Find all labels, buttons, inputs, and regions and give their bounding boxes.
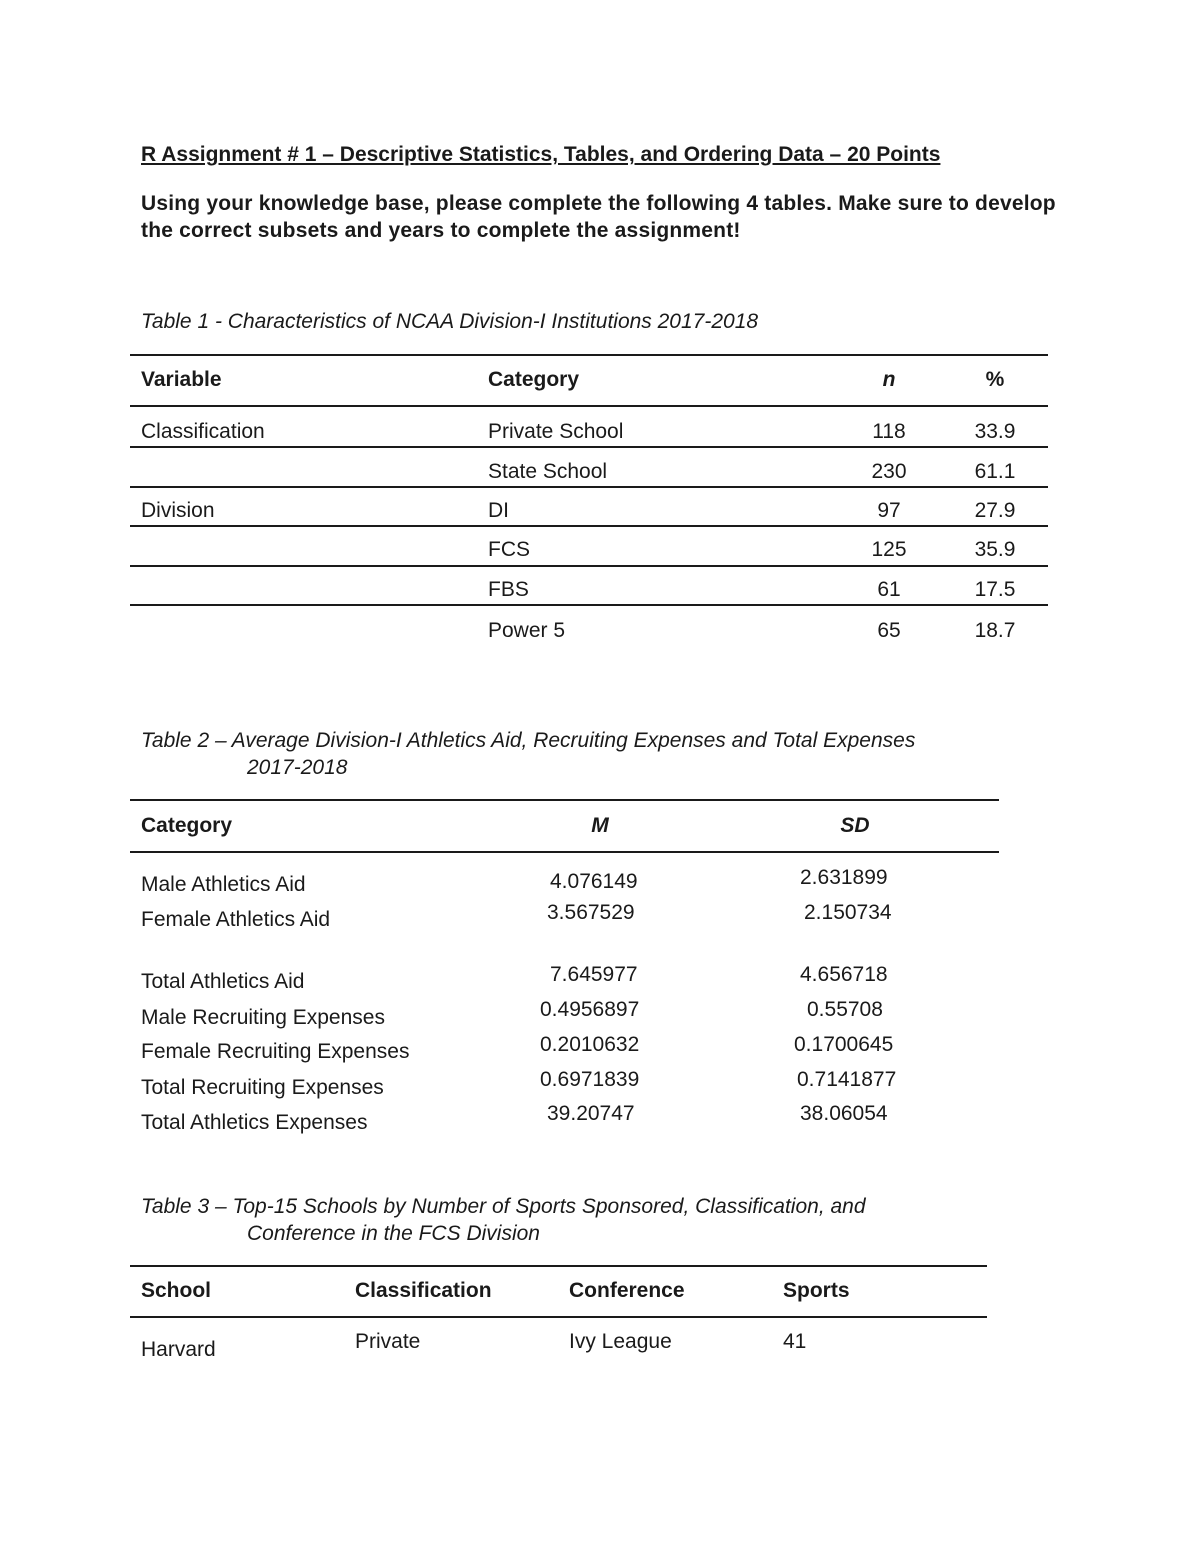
instructions: Using your knowledge base, please complete the following 4 tables. Make sure to develop the correct subsets and years to complete the assignment! [141, 192, 1056, 242]
table3-header-rule [130, 1316, 987, 1318]
table2-cell-sd: 0.1700645 [794, 1033, 894, 1056]
table2-cell-m: 3.567529 [547, 901, 635, 924]
table2-cell-category: Female Athletics Aid [141, 908, 331, 931]
table2-cell-m: 0.2010632 [540, 1033, 640, 1056]
table1-cell-pct: 27.9 [974, 499, 1016, 522]
table1-top-rule [130, 354, 1048, 356]
table2-top-rule [130, 799, 999, 801]
table1-cell-pct: 17.5 [974, 578, 1016, 601]
table1-header-variable: Variable [141, 368, 222, 391]
table2-cell-sd: 38.06054 [800, 1102, 888, 1125]
table2-header-sd: SD [840, 814, 870, 837]
table1-cell-variable: Division [141, 499, 215, 522]
table1-header-category: Category [488, 368, 580, 391]
table1-header-pct: % [985, 368, 1005, 391]
table2-header-rule [130, 851, 999, 853]
table1-cell-pct: 61.1 [974, 460, 1016, 483]
table2-cell-category: Total Athletics Aid [141, 970, 305, 993]
table2-cell-category: Male Recruiting Expenses [141, 1006, 385, 1029]
table2-cell-category: Total Recruiting Expenses [141, 1076, 384, 1099]
table3-header-conference: Conference [569, 1279, 685, 1302]
table2-caption-cont: 2017-2018 [247, 756, 348, 779]
table1-caption: Table 1 - Characteristics of NCAA Division-I Institutions 2017-2018 [141, 310, 759, 333]
table2-cell-category: Female Recruiting Expenses [141, 1040, 410, 1063]
table1-cell-category: FCS [488, 538, 530, 561]
table1-row-rule [130, 486, 1048, 488]
table1-cell-pct: 35.9 [974, 538, 1016, 561]
table3-cell-classification: Private [355, 1330, 421, 1353]
table2-cell-m: 7.645977 [550, 963, 638, 986]
table3-cell-sports: 41 [783, 1330, 807, 1353]
table1-cell-pct: 18.7 [974, 619, 1016, 642]
table1-cell-n: 125 [871, 538, 907, 561]
table1-cell-n: 97 [877, 499, 901, 522]
table1-cell-pct: 33.9 [974, 420, 1016, 443]
table2-cell-sd: 2.631899 [800, 866, 888, 889]
table2-cell-sd: 4.656718 [800, 963, 888, 986]
table2-cell-m: 0.6971839 [540, 1068, 640, 1091]
table1-cell-variable: Classification [141, 420, 265, 443]
table1-row-rule [130, 565, 1048, 567]
table1-cell-n: 118 [872, 420, 906, 443]
table2-header-category: Category [141, 814, 233, 837]
table1-header-rule [130, 405, 1048, 407]
assignment-title: R Assignment # 1 – Descriptive Statistics, Tables, and Ordering Data – 20 Points [141, 143, 941, 166]
table1-cell-category: DI [488, 499, 509, 522]
table3-cell-conference: Ivy League [569, 1330, 672, 1353]
table1-row-rule [130, 604, 1048, 606]
table1-cell-category: Power 5 [488, 619, 566, 642]
table3-caption: Table 3 – Top-15 Schools by Number of Sports Sponsored, Classification, and [141, 1195, 866, 1218]
table3-header-school: School [141, 1279, 212, 1302]
table1-cell-category: FBS [488, 578, 529, 601]
table1-row-rule [130, 446, 1048, 448]
table2-cell-m: 0.4956897 [540, 998, 640, 1021]
table3-header-sports: Sports [783, 1279, 850, 1302]
table1-cell-n: 61 [877, 578, 901, 601]
table3-cell-school: Harvard [141, 1338, 216, 1361]
table2-cell-sd: 2.150734 [804, 901, 892, 924]
table1-cell-category: State School [488, 460, 608, 483]
table1-cell-category: Private School [488, 420, 624, 443]
table2-cell-sd: 0.55708 [807, 998, 883, 1021]
table2-cell-m: 4.076149 [550, 870, 638, 893]
table2-cell-category: Male Athletics Aid [141, 873, 306, 896]
table2-caption: Table 2 – Average Division-I Athletics Aid, Recruiting Expenses and Total Expenses [141, 729, 916, 752]
table2-cell-m: 39.20747 [547, 1102, 635, 1125]
table2-cell-category: Total Athletics Expenses [141, 1111, 368, 1134]
table1-cell-n: 230 [871, 460, 907, 483]
table3-header-classification: Classification [355, 1279, 492, 1302]
table2-header-m: M [591, 814, 609, 837]
table2-cell-sd: 0.7141877 [797, 1068, 897, 1091]
table3-caption-cont: Conference in the FCS Division [247, 1222, 540, 1245]
table1-row-rule [130, 525, 1048, 527]
table1-cell-n: 65 [877, 619, 901, 642]
table3-top-rule [130, 1265, 987, 1267]
table1-header-n: n [882, 368, 896, 391]
